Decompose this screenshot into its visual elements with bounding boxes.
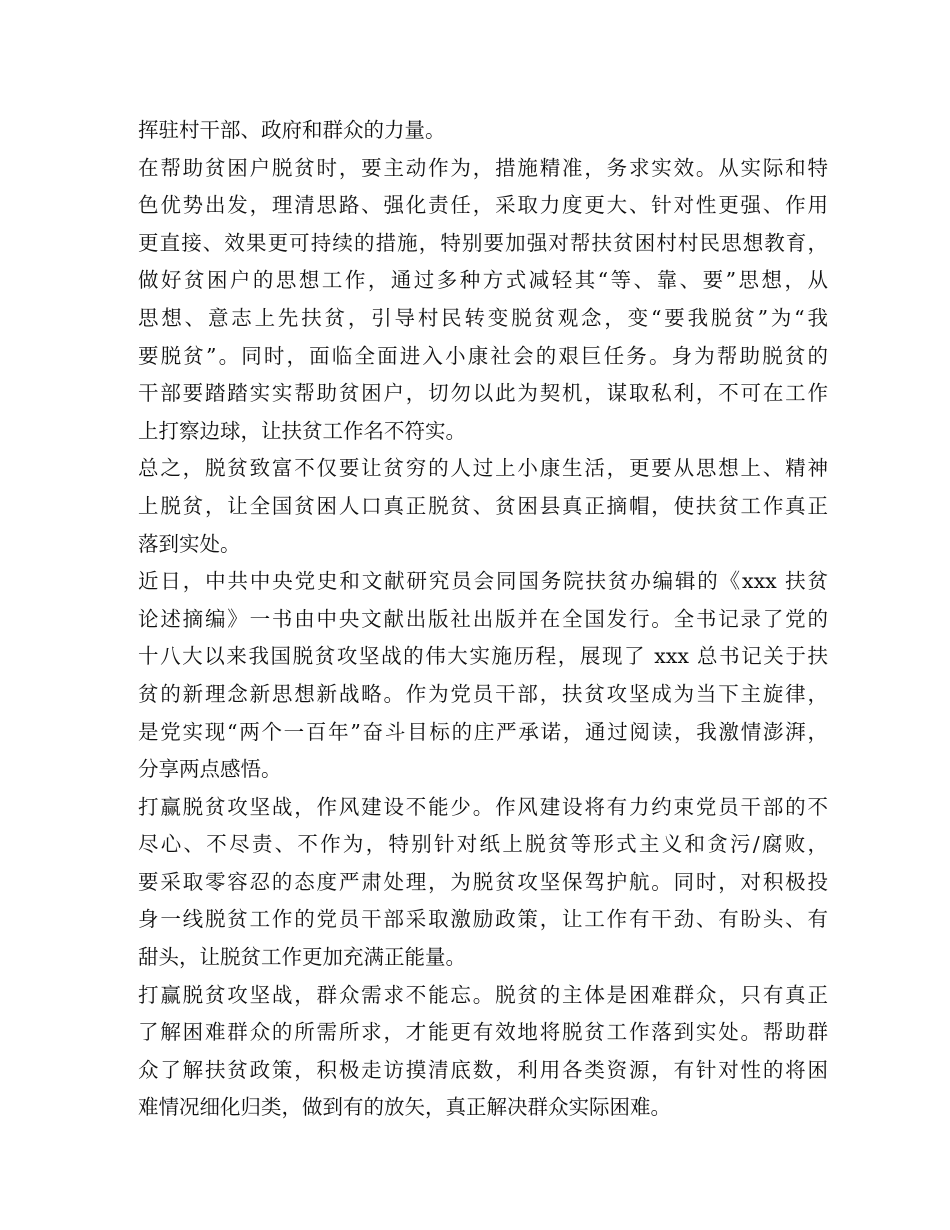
text-line: 身一线脱贫工作的党员干部采取激励政策，让工作有干劲、有盼头、有 <box>138 907 828 932</box>
text-line: 落到实处。 <box>138 531 241 556</box>
document-body <box>138 112 828 1127</box>
text-line: 更直接、效果更可持续的措施，特别要加强对帮扶贫困村村民思想教育， <box>138 230 828 255</box>
text-line: 思想、意志上先扶贫，引导村民转变脱贫观念，变“要我脱贫”为“我 <box>138 305 828 330</box>
text-line: 十八大以来我国脱贫攻坚战的伟大实施历程，展现了 xxx 总书记关于扶 <box>138 644 828 669</box>
text-line: 难情况细化归类，做到有的放矢，真正解决群众实际困难。 <box>138 1095 671 1120</box>
text-line: 干部要踏踏实实帮助贫困户，切勿以此为契机，谋取私利，不可在工作 <box>138 381 828 406</box>
text-line: 总之，脱贫致富不仅要让贫穷的人过上小康生活，更要从思想上、精神 <box>138 456 828 481</box>
text-line: 做好贫困户的思想工作，通过多种方式减轻其“等、靠、要”思想，从 <box>138 268 828 293</box>
text-line: 尽心、不尽责、不作为，特别针对纸上脱贫等形式主义和贪污/腐败， <box>138 832 828 857</box>
paragraph <box>138 450 828 563</box>
text-line: 上打察边球，让扶贫工作名不符实。 <box>138 418 466 443</box>
text-line: 是党实现“两个一百年”奋斗目标的庄严承诺，通过阅读，我激情澎湃， <box>138 719 828 744</box>
text-line: 分享两点感悟。 <box>138 757 282 782</box>
text-line: 近日，中共中央党史和文献研究员会同国务院扶贫办编辑的《xxx 扶贫 <box>138 569 828 594</box>
text-line: 要采取零容忍的态度严肃处理，为脱贫攻坚保驾护航。同时，对积极投 <box>138 869 828 894</box>
text-line: 甜头，让脱贫工作更加充满正能量。 <box>138 945 466 970</box>
text-line: 上脱贫，让全国贫困人口真正脱贫、贫困县真正摘帽，使扶贫工作真正 <box>138 493 828 518</box>
text-line: 色优势出发，理清思路、强化责任，采取力度更大、针对性更强、作用 <box>138 193 828 218</box>
text-line: 在帮助贫困户脱贫时，要主动作为，措施精准，务求实效。从实际和特 <box>138 155 828 180</box>
paragraph <box>138 150 828 451</box>
paragraph <box>138 112 828 150</box>
text-line: 了解困难群众的所需所求，才能更有效地将脱贫工作落到实处。帮助群 <box>138 1020 828 1045</box>
text-line: 要脱贫”。同时，面临全面进入小康社会的艰巨任务。身为帮助脱贫的 <box>138 343 828 368</box>
text-line: 贫的新理念新思想新战略。作为党员干部，扶贫攻坚成为当下主旋律， <box>138 681 828 706</box>
text-line: 打赢脱贫攻坚战，群众需求不能忘。脱贫的主体是困难群众，只有真正 <box>138 982 828 1007</box>
text-line: 论述摘编》一书由中央文献出版社出版并在全国发行。全书记录了党的 <box>138 606 828 631</box>
text-line: 挥驻村干部、政府和群众的力量。 <box>138 118 446 142</box>
text-line: 众了解扶贫政策，积极走访摸清底数，利用各类资源，有针对性的将困 <box>138 1057 828 1082</box>
paragraph <box>138 789 828 977</box>
paragraph <box>138 977 828 1127</box>
text-line: 打赢脱贫攻坚战，作风建设不能少。作风建设将有力约束党员干部的不 <box>138 794 828 819</box>
paragraph <box>138 563 828 789</box>
